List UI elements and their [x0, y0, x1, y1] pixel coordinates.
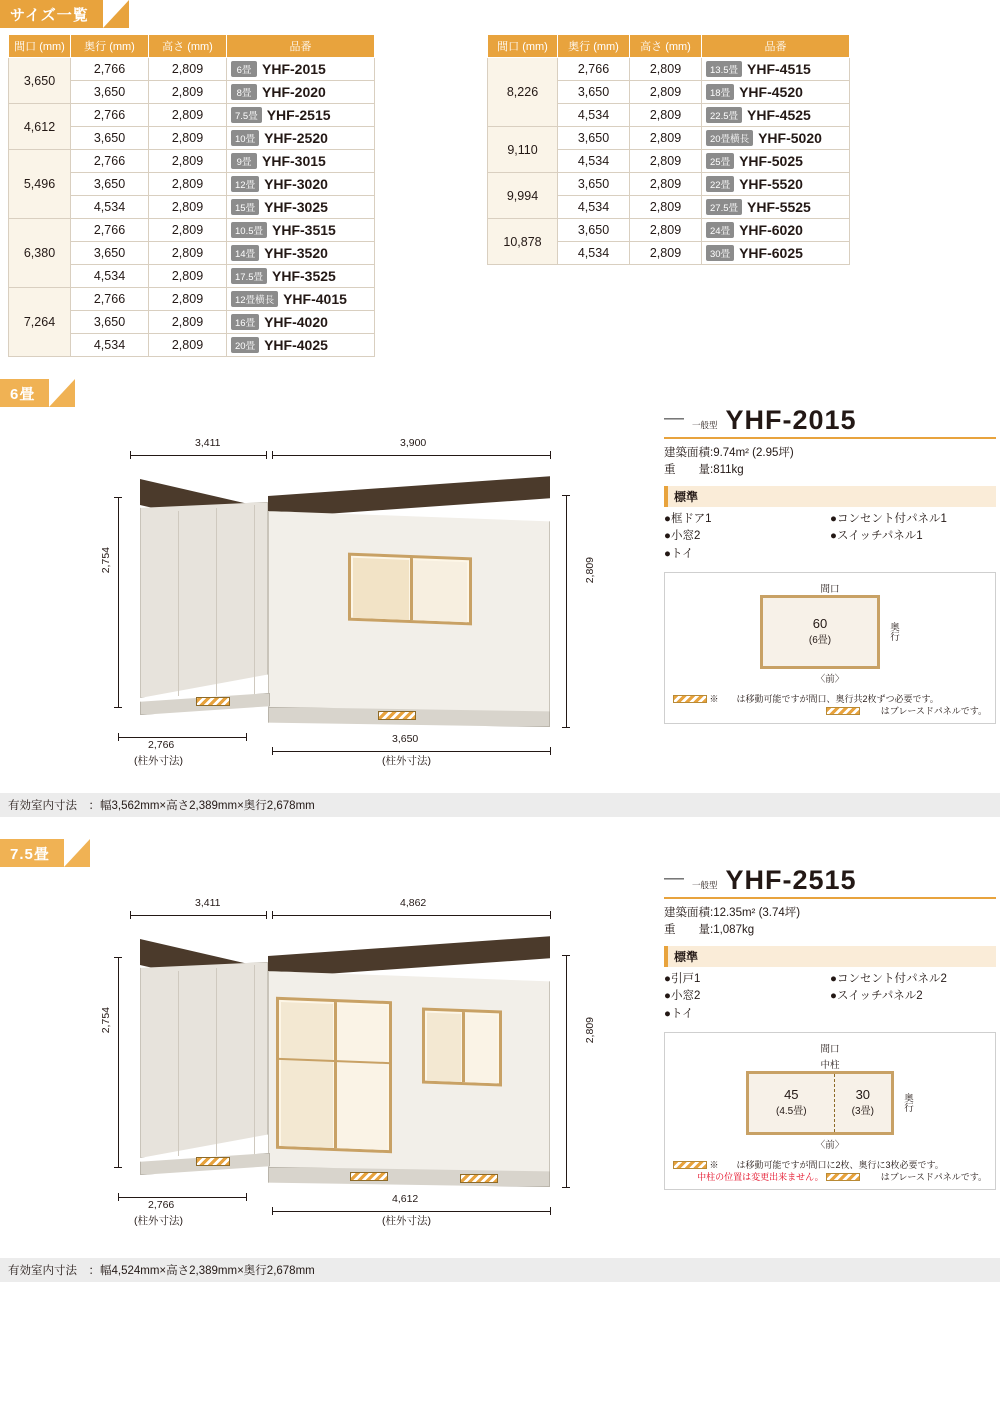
dim-bottom-right: 3,650 — [392, 733, 419, 745]
cell-height: 2,809 — [630, 242, 702, 265]
cell-depth: 4,534 — [71, 196, 149, 219]
feature-list — [664, 971, 996, 1024]
product-code: YHF-3015 — [262, 153, 326, 169]
cell-code — [227, 242, 375, 265]
block1-title: 6畳 — [0, 379, 49, 407]
product-code: YHF-3025 — [264, 199, 328, 215]
plan-room-num: 45 — [784, 1087, 799, 1102]
table-row — [488, 58, 850, 81]
table-header-row — [9, 35, 375, 58]
cell-code — [702, 104, 850, 127]
cell-height: 2,809 — [149, 127, 227, 150]
cell-height: 2,809 — [149, 265, 227, 288]
feature-item: ●框ドア1 — [664, 512, 712, 525]
plan-note-1 — [673, 1159, 987, 1171]
product-code: YHF-2515 — [266, 107, 331, 123]
size-tables — [0, 34, 1000, 357]
area-text: 建築面積:12.35m² (3.74坪) — [664, 907, 801, 919]
tatami-badge: 10.5畳 — [231, 222, 267, 238]
tatami-badge: 30畳 — [706, 245, 734, 261]
cell-width: 6,380 — [9, 219, 71, 288]
th-code: 品番 — [227, 35, 375, 58]
feature-item: ●小窓2 — [664, 990, 701, 1003]
tatami-badge: 24畳 — [706, 222, 734, 238]
product-code: YHF-5525 — [747, 199, 811, 215]
hatch-swatch-icon — [826, 707, 860, 715]
wall-side — [140, 962, 268, 1158]
roof-right — [268, 936, 550, 978]
product-code: YHF-3515 — [272, 222, 336, 238]
table-row — [488, 219, 850, 242]
plan-right-label: 奥行 — [888, 622, 899, 642]
cell-code — [227, 288, 375, 311]
size-list-title: サイズ一覧 — [0, 0, 103, 28]
cell-code — [702, 150, 850, 173]
spec-yhf2015 — [660, 407, 996, 787]
brace-panel-marker — [196, 1157, 230, 1166]
cell-height: 2,809 — [630, 219, 702, 242]
plan-note-text: はブレースドパネルです。 — [862, 706, 987, 717]
cell-depth: 3,650 — [71, 173, 149, 196]
cell-height: 2,809 — [630, 150, 702, 173]
plan-room — [746, 1071, 894, 1135]
cell-height: 2,809 — [149, 173, 227, 196]
cell-depth: 4,534 — [71, 334, 149, 357]
model-name: YHF-2015 — [725, 405, 857, 435]
cell-height: 2,809 — [149, 334, 227, 357]
model-block-yhf2015 — [0, 407, 1000, 817]
plan-room-sub: (4.5畳) — [776, 1105, 807, 1117]
cell-height: 2,809 — [149, 219, 227, 242]
dim-top-right: 4,862 — [400, 897, 427, 909]
cell-depth: 4,534 — [558, 150, 630, 173]
window-front — [348, 553, 472, 626]
wall-side — [140, 502, 268, 698]
tatami-badge: 7.5畳 — [231, 107, 262, 123]
cell-code — [227, 127, 375, 150]
cell-depth: 2,766 — [71, 219, 149, 242]
tatami-badge: 10畳 — [231, 130, 259, 146]
product-code: YHF-5020 — [758, 130, 822, 146]
plan-bottom-label: 〈前〉 — [815, 1139, 845, 1151]
dim-bottom-left: 2,766 — [148, 1199, 175, 1211]
cell-width: 8,226 — [488, 58, 558, 127]
hatch-swatch-icon — [673, 695, 707, 703]
cell-code — [702, 58, 850, 81]
product-code: YHF-5520 — [739, 176, 803, 192]
area-text: 建築面積:9.74m² (2.95坪) — [664, 447, 794, 459]
th-depth: 奥行 (mm) — [558, 35, 630, 58]
tatami-badge: 22畳 — [706, 176, 734, 192]
plan-room — [760, 595, 880, 669]
banner-tail — [103, 0, 129, 28]
dim-top-left: 3,411 — [195, 437, 221, 449]
cell-code — [227, 334, 375, 357]
product-code: YHF-4515 — [747, 61, 811, 77]
tatami-badge: 18畳 — [706, 84, 734, 100]
brace-panel-marker — [196, 697, 230, 706]
size-table-right-wrap — [487, 34, 850, 357]
feature-item: ●コンセント付パネル1 — [830, 512, 947, 525]
feature-item: ●トイ — [664, 548, 694, 561]
table-row — [9, 104, 375, 127]
footer-dim-yhf2515: 有効室内寸法 ：幅4,524mm×高さ2,389mm×奥行2,678mm — [0, 1258, 1000, 1282]
plan-right-label: 奥行 — [902, 1093, 913, 1113]
block1-banner — [0, 379, 1000, 407]
cell-code — [702, 173, 850, 196]
tatami-badge: 17.5畳 — [231, 268, 267, 284]
th-height: 高さ (mm) — [630, 35, 702, 58]
dim-top-left: 3,411 — [195, 897, 221, 909]
dim-bottom-left: 2,766 — [148, 739, 175, 751]
cell-depth: 2,766 — [71, 288, 149, 311]
cell-height: 2,809 — [149, 288, 227, 311]
tatami-badge: 16畳 — [231, 314, 259, 330]
cell-width: 9,110 — [488, 127, 558, 173]
cell-code — [227, 58, 375, 81]
dim-right: 2,809 — [584, 557, 596, 584]
cell-depth: 2,766 — [558, 58, 630, 81]
plan-note-2 — [673, 705, 987, 717]
dim-bottom-right-sub: (柱外寸法) — [382, 755, 431, 767]
tatami-badge: 13.5畳 — [706, 61, 742, 77]
cell-code — [227, 173, 375, 196]
cell-code — [702, 219, 850, 242]
model-block-yhf2515 — [0, 867, 1000, 1282]
standard-title: 標準 — [664, 946, 996, 967]
block2-banner — [0, 839, 1000, 867]
brace-panel-marker — [378, 711, 416, 720]
dim-top-right: 3,900 — [400, 437, 427, 449]
cell-height: 2,809 — [630, 104, 702, 127]
plan-note-text-red: 中柱の位置は変更出来ません。 — [697, 1172, 824, 1183]
size-table-left — [8, 34, 375, 357]
illustration-yhf2515 — [0, 867, 660, 1252]
dim-left: 2,754 — [100, 547, 112, 574]
plan-top-label: 間口 — [820, 583, 840, 595]
table-row — [9, 150, 375, 173]
model-name: YHF-2515 — [725, 865, 857, 895]
dim-bottom-left-sub: (柱外寸法) — [134, 1215, 183, 1227]
plan-room-sub: (3畳) — [851, 1105, 874, 1117]
plan-note-text: はブレースドパネルです。 — [862, 1172, 987, 1183]
type-label: 一般型 — [692, 880, 718, 891]
tatami-badge: 15畳 — [231, 199, 259, 215]
product-code: YHF-4025 — [264, 337, 328, 353]
product-code: YHF-6020 — [739, 222, 803, 238]
product-code: YHF-4015 — [283, 291, 347, 307]
roof-right — [268, 476, 550, 518]
cell-depth: 3,650 — [71, 81, 149, 104]
cell-height: 2,809 — [149, 58, 227, 81]
cell-depth: 2,766 — [71, 58, 149, 81]
tatami-badge: 27.5畳 — [706, 199, 742, 215]
cell-depth: 3,650 — [558, 127, 630, 150]
plan-note-2 — [673, 1171, 987, 1183]
cell-height: 2,809 — [630, 127, 702, 150]
cell-width: 5,496 — [9, 150, 71, 219]
plan-top-label: 間口 — [820, 1043, 840, 1055]
hatch-swatch-icon — [826, 1173, 860, 1181]
plan-note-text: ※ は移動可能ですが間口に2枚、奥行に3枚必要です。 — [709, 1159, 944, 1170]
th-height: 高さ (mm) — [149, 35, 227, 58]
banner-tail — [49, 379, 75, 407]
size-table-left-wrap — [8, 34, 375, 357]
window-front — [422, 1007, 502, 1086]
cell-height: 2,809 — [149, 242, 227, 265]
cell-height: 2,809 — [630, 58, 702, 81]
cell-depth: 4,534 — [558, 242, 630, 265]
product-code: YHF-4520 — [739, 84, 803, 100]
cell-width: 3,650 — [9, 58, 71, 104]
divider — [664, 897, 996, 899]
dash-icon: — — [664, 407, 684, 429]
size-table-right — [487, 34, 850, 265]
cell-depth: 4,534 — [71, 265, 149, 288]
cell-depth: 3,650 — [558, 81, 630, 104]
cell-code — [702, 196, 850, 219]
cell-width: 4,612 — [9, 104, 71, 150]
tatami-badge: 12畳横長 — [231, 291, 278, 307]
feature-item: ●小窓2 — [664, 530, 701, 543]
cell-width: 10,878 — [488, 219, 558, 265]
plan-note-text: ※ は移動可能ですが間口、奥行共2枚ずつ必要です。 — [709, 693, 939, 704]
th-code: 品番 — [702, 35, 850, 58]
dim-right: 2,809 — [584, 1017, 596, 1044]
type-label: 一般型 — [692, 420, 718, 431]
tatami-badge: 14畳 — [231, 245, 259, 261]
size-table-left-body — [9, 58, 375, 357]
table-row — [488, 127, 850, 150]
th-width: 間口 (mm) — [9, 35, 71, 58]
plan-room-sub: (6畳) — [808, 634, 832, 646]
product-code: YHF-3020 — [264, 176, 328, 192]
cell-width: 9,994 — [488, 173, 558, 219]
tatami-badge: 8畳 — [231, 84, 257, 100]
brace-panel-marker — [350, 1172, 388, 1181]
weight-text: 重 量:811kg — [664, 464, 744, 477]
plan-diagram-yhf2015 — [664, 572, 996, 724]
tatami-badge: 22.5畳 — [706, 107, 742, 123]
banner-tail — [64, 839, 90, 867]
product-code: YHF-6025 — [739, 245, 803, 261]
feature-item: ●コンセント付パネル2 — [830, 972, 947, 985]
cell-depth: 3,650 — [558, 219, 630, 242]
footer-dim-yhf2015: 有効室内寸法 ：幅3,562mm×高さ2,389mm×奥行2,678mm — [0, 793, 1000, 817]
dim-bottom-left-sub: (柱外寸法) — [134, 755, 183, 767]
product-code: YHF-3520 — [264, 245, 328, 261]
tatami-badge: 9畳 — [231, 153, 257, 169]
plan-room-num: 60 — [812, 616, 828, 631]
cell-code — [227, 219, 375, 242]
th-depth: 奥行 (mm) — [71, 35, 149, 58]
cell-depth: 3,650 — [558, 173, 630, 196]
tatami-badge: 25畳 — [706, 153, 734, 169]
cell-code — [227, 311, 375, 334]
hatch-swatch-icon — [673, 1161, 707, 1169]
standard-title: 標準 — [664, 486, 996, 507]
feature-item: ●引戸1 — [664, 972, 701, 985]
cell-height: 2,809 — [149, 104, 227, 127]
tatami-badge: 20畳 — [231, 337, 259, 353]
spec-yhf2515 — [660, 867, 996, 1252]
th-width: 間口 (mm) — [488, 35, 558, 58]
plan-bottom-label: 〈前〉 — [815, 673, 845, 685]
table-row — [488, 173, 850, 196]
cell-depth: 4,534 — [558, 104, 630, 127]
feature-item: ●トイ — [664, 1008, 694, 1021]
tatami-badge: 12畳 — [231, 176, 259, 192]
product-code: YHF-4020 — [264, 314, 328, 330]
table-header-row — [488, 35, 850, 58]
product-code: YHF-3525 — [272, 268, 336, 284]
cell-height: 2,809 — [630, 196, 702, 219]
cell-depth: 3,650 — [71, 311, 149, 334]
dash-icon: — — [664, 867, 684, 889]
cell-depth: 3,650 — [71, 127, 149, 150]
cell-code — [227, 196, 375, 219]
plan-note-1 — [673, 693, 987, 705]
product-code: YHF-4525 — [747, 107, 811, 123]
product-code: YHF-2020 — [262, 84, 326, 100]
cell-height: 2,809 — [149, 311, 227, 334]
block2-title: 7.5畳 — [0, 839, 64, 867]
table-row — [9, 58, 375, 81]
plan-diagram-yhf2515 — [664, 1032, 996, 1190]
divider — [664, 437, 996, 439]
cell-code — [702, 81, 850, 104]
illustration-yhf2015 — [0, 407, 660, 787]
brace-panel-marker — [460, 1174, 498, 1183]
cell-code — [702, 127, 850, 150]
cell-width: 7,264 — [9, 288, 71, 357]
product-code: YHF-5025 — [739, 153, 803, 169]
feature-item: ●スイッチパネル1 — [830, 530, 923, 543]
tatami-badge: 6畳 — [231, 61, 257, 77]
cell-depth: 4,534 — [558, 196, 630, 219]
size-table-right-body — [488, 58, 850, 265]
cell-height: 2,809 — [630, 81, 702, 104]
cell-depth: 2,766 — [71, 150, 149, 173]
cell-depth: 2,766 — [71, 104, 149, 127]
cell-code — [227, 150, 375, 173]
cell-code — [702, 242, 850, 265]
product-code: YHF-2520 — [264, 130, 328, 146]
table-row — [9, 219, 375, 242]
cell-height: 2,809 — [149, 196, 227, 219]
cell-depth: 3,650 — [71, 242, 149, 265]
plan-center-post-label: 中柱 — [820, 1059, 840, 1071]
cell-code — [227, 265, 375, 288]
dim-left: 2,754 — [100, 1007, 112, 1034]
product-code: YHF-2015 — [262, 61, 326, 77]
cell-code — [227, 81, 375, 104]
dim-bottom-right-sub: (柱外寸法) — [382, 1215, 431, 1227]
cell-height: 2,809 — [149, 81, 227, 104]
sliding-door — [276, 997, 392, 1153]
tatami-badge: 20畳横長 — [706, 130, 753, 146]
plan-room-num: 30 — [855, 1087, 871, 1102]
size-list-banner — [0, 0, 1000, 28]
table-row — [9, 288, 375, 311]
feature-list — [664, 511, 996, 564]
feature-item: ●スイッチパネル2 — [830, 990, 923, 1003]
cell-code — [227, 104, 375, 127]
cell-height: 2,809 — [630, 173, 702, 196]
dim-bottom-right: 4,612 — [392, 1193, 419, 1205]
weight-text: 重 量:1,087kg — [664, 924, 755, 937]
cell-height: 2,809 — [149, 150, 227, 173]
